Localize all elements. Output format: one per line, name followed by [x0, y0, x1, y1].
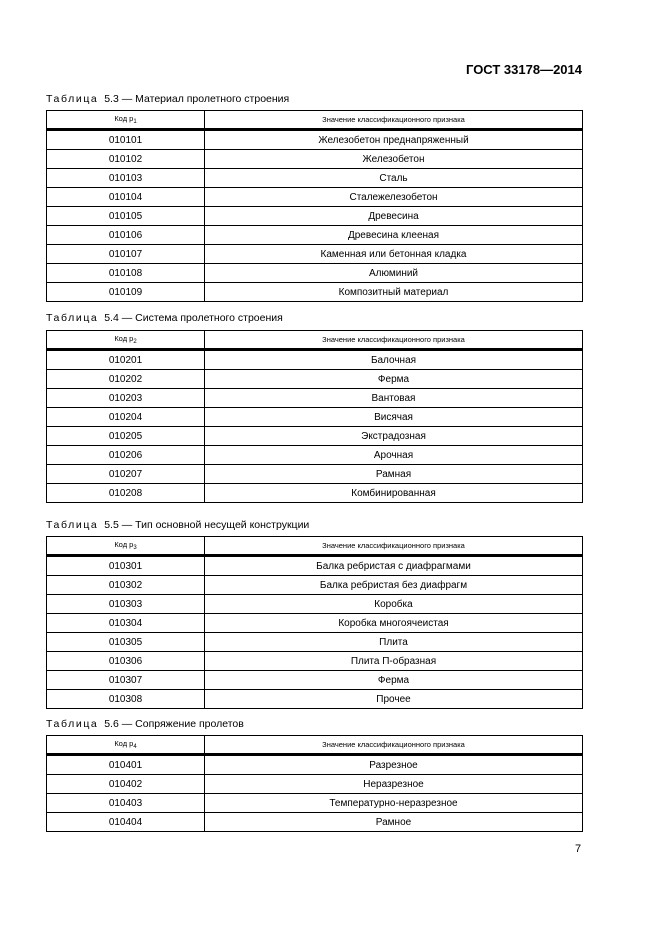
table-row	[47, 755, 583, 775]
table-caption-text: 5.5 — Тип основной несущей конструкции	[104, 519, 310, 531]
table-row	[47, 283, 583, 302]
value-cell: Ферма	[205, 671, 583, 690]
code-cell: 010305	[47, 633, 205, 652]
value-cell: Висячая	[205, 408, 583, 427]
code-cell: 010401	[47, 755, 205, 775]
table-caption-lead: Таблица	[46, 312, 99, 324]
code-cell: 010307	[47, 671, 205, 690]
table-caption	[46, 93, 289, 105]
code-cell: 010106	[47, 226, 205, 245]
code-column-header: Код $p_3$	[47, 537, 205, 556]
value-cell: Арочная	[205, 446, 583, 465]
table-5-3	[46, 110, 583, 302]
table-caption	[46, 718, 244, 730]
code-cell: 010302	[47, 576, 205, 595]
table-row	[47, 690, 583, 709]
code-cell: 010102	[47, 150, 205, 169]
table-row	[47, 794, 583, 813]
table-row	[47, 207, 583, 226]
code-cell: 010103	[47, 169, 205, 188]
table-row	[47, 408, 583, 427]
table-row	[47, 264, 583, 283]
table-caption-text: 5.6 — Сопряжение пролетов	[104, 718, 244, 730]
table-row	[47, 226, 583, 245]
table-row	[47, 556, 583, 576]
code-cell: 010403	[47, 794, 205, 813]
value-cell: Железобетон	[205, 150, 583, 169]
table-5-4	[46, 330, 583, 503]
table-row	[47, 484, 583, 503]
table-row	[47, 130, 583, 150]
value-column-header: Значение классификационного признака	[205, 537, 583, 556]
code-column-header: Код $p_2$	[47, 331, 205, 350]
table-row	[47, 350, 583, 370]
table-row	[47, 169, 583, 188]
table-row	[47, 245, 583, 264]
table-5-6	[46, 735, 583, 832]
table-row	[47, 370, 583, 389]
table-header-row	[47, 736, 583, 755]
code-cell: 010301	[47, 556, 205, 576]
value-cell: Сталь	[205, 169, 583, 188]
table-caption-text: 5.4 — Система пролетного строения	[104, 312, 283, 324]
value-column-header: Значение классификационного признака	[205, 331, 583, 350]
code-cell: 010308	[47, 690, 205, 709]
table-row	[47, 188, 583, 207]
table-caption-lead: Таблица	[46, 718, 99, 730]
table-caption	[46, 312, 283, 324]
code-cell: 010402	[47, 775, 205, 794]
table-5-5	[46, 536, 583, 709]
value-cell: Плита П-образная	[205, 652, 583, 671]
table-row	[47, 389, 583, 408]
page-number: 7	[575, 843, 582, 855]
value-cell: Экстрадозная	[205, 427, 583, 446]
code-cell: 010201	[47, 350, 205, 370]
code-cell: 010205	[47, 427, 205, 446]
value-cell: Древесина	[205, 207, 583, 226]
table-header-row	[47, 331, 583, 350]
value-cell: Коробка	[205, 595, 583, 614]
code-cell: 010304	[47, 614, 205, 633]
table-row	[47, 813, 583, 832]
table-row	[47, 465, 583, 484]
value-cell: Сталежелезобетон	[205, 188, 583, 207]
table-caption	[46, 519, 309, 531]
value-cell: Вантовая	[205, 389, 583, 408]
code-cell: 010108	[47, 264, 205, 283]
value-cell: Температурно-неразрезное	[205, 794, 583, 813]
code-cell: 010207	[47, 465, 205, 484]
code-cell: 010101	[47, 130, 205, 150]
code-cell: 010105	[47, 207, 205, 226]
code-cell: 010404	[47, 813, 205, 832]
value-cell: Композитный материал	[205, 283, 583, 302]
table-row	[47, 633, 583, 652]
code-cell: 010303	[47, 595, 205, 614]
code-cell: 010107	[47, 245, 205, 264]
value-cell: Древесина клееная	[205, 226, 583, 245]
table-row	[47, 427, 583, 446]
value-cell: Ферма	[205, 370, 583, 389]
code-column-header: Код $p_1$	[47, 111, 205, 130]
table-caption-lead: Таблица	[46, 93, 99, 105]
value-cell: Коробка многоячеистая	[205, 614, 583, 633]
document-code: ГОСТ 33178—2014	[466, 62, 582, 77]
code-cell: 010203	[47, 389, 205, 408]
table-caption-lead: Таблица	[46, 519, 99, 531]
value-column-header: Значение классификационного признака	[205, 736, 583, 755]
value-cell: Рамная	[205, 465, 583, 484]
value-cell: Балочная	[205, 350, 583, 370]
code-cell: 010109	[47, 283, 205, 302]
table-row	[47, 671, 583, 690]
value-cell: Комбинированная	[205, 484, 583, 503]
value-cell: Плита	[205, 633, 583, 652]
table-header-row	[47, 111, 583, 130]
value-cell: Балка ребристая без диафрагм	[205, 576, 583, 595]
code-cell: 010206	[47, 446, 205, 465]
table-row	[47, 775, 583, 794]
table-row	[47, 595, 583, 614]
code-cell: 010306	[47, 652, 205, 671]
table-row	[47, 614, 583, 633]
table-header-row	[47, 537, 583, 556]
value-cell: Алюминий	[205, 264, 583, 283]
code-cell: 010104	[47, 188, 205, 207]
code-cell: 010208	[47, 484, 205, 503]
table-row	[47, 652, 583, 671]
value-cell: Рамное	[205, 813, 583, 832]
value-cell: Каменная или бетонная кладка	[205, 245, 583, 264]
table-row	[47, 446, 583, 465]
value-column-header: Значение классификационного признака	[205, 111, 583, 130]
code-column-header: Код $p_4$	[47, 736, 205, 755]
value-cell: Разрезное	[205, 755, 583, 775]
code-cell: 010204	[47, 408, 205, 427]
table-row	[47, 150, 583, 169]
table-row	[47, 576, 583, 595]
code-cell: 010202	[47, 370, 205, 389]
value-cell: Неразрезное	[205, 775, 583, 794]
value-cell: Прочее	[205, 690, 583, 709]
table-caption-text: 5.3 — Материал пролетного строения	[104, 93, 290, 105]
value-cell: Железобетон преднапряженный	[205, 130, 583, 150]
value-cell: Балка ребристая с диафрагмами	[205, 556, 583, 576]
